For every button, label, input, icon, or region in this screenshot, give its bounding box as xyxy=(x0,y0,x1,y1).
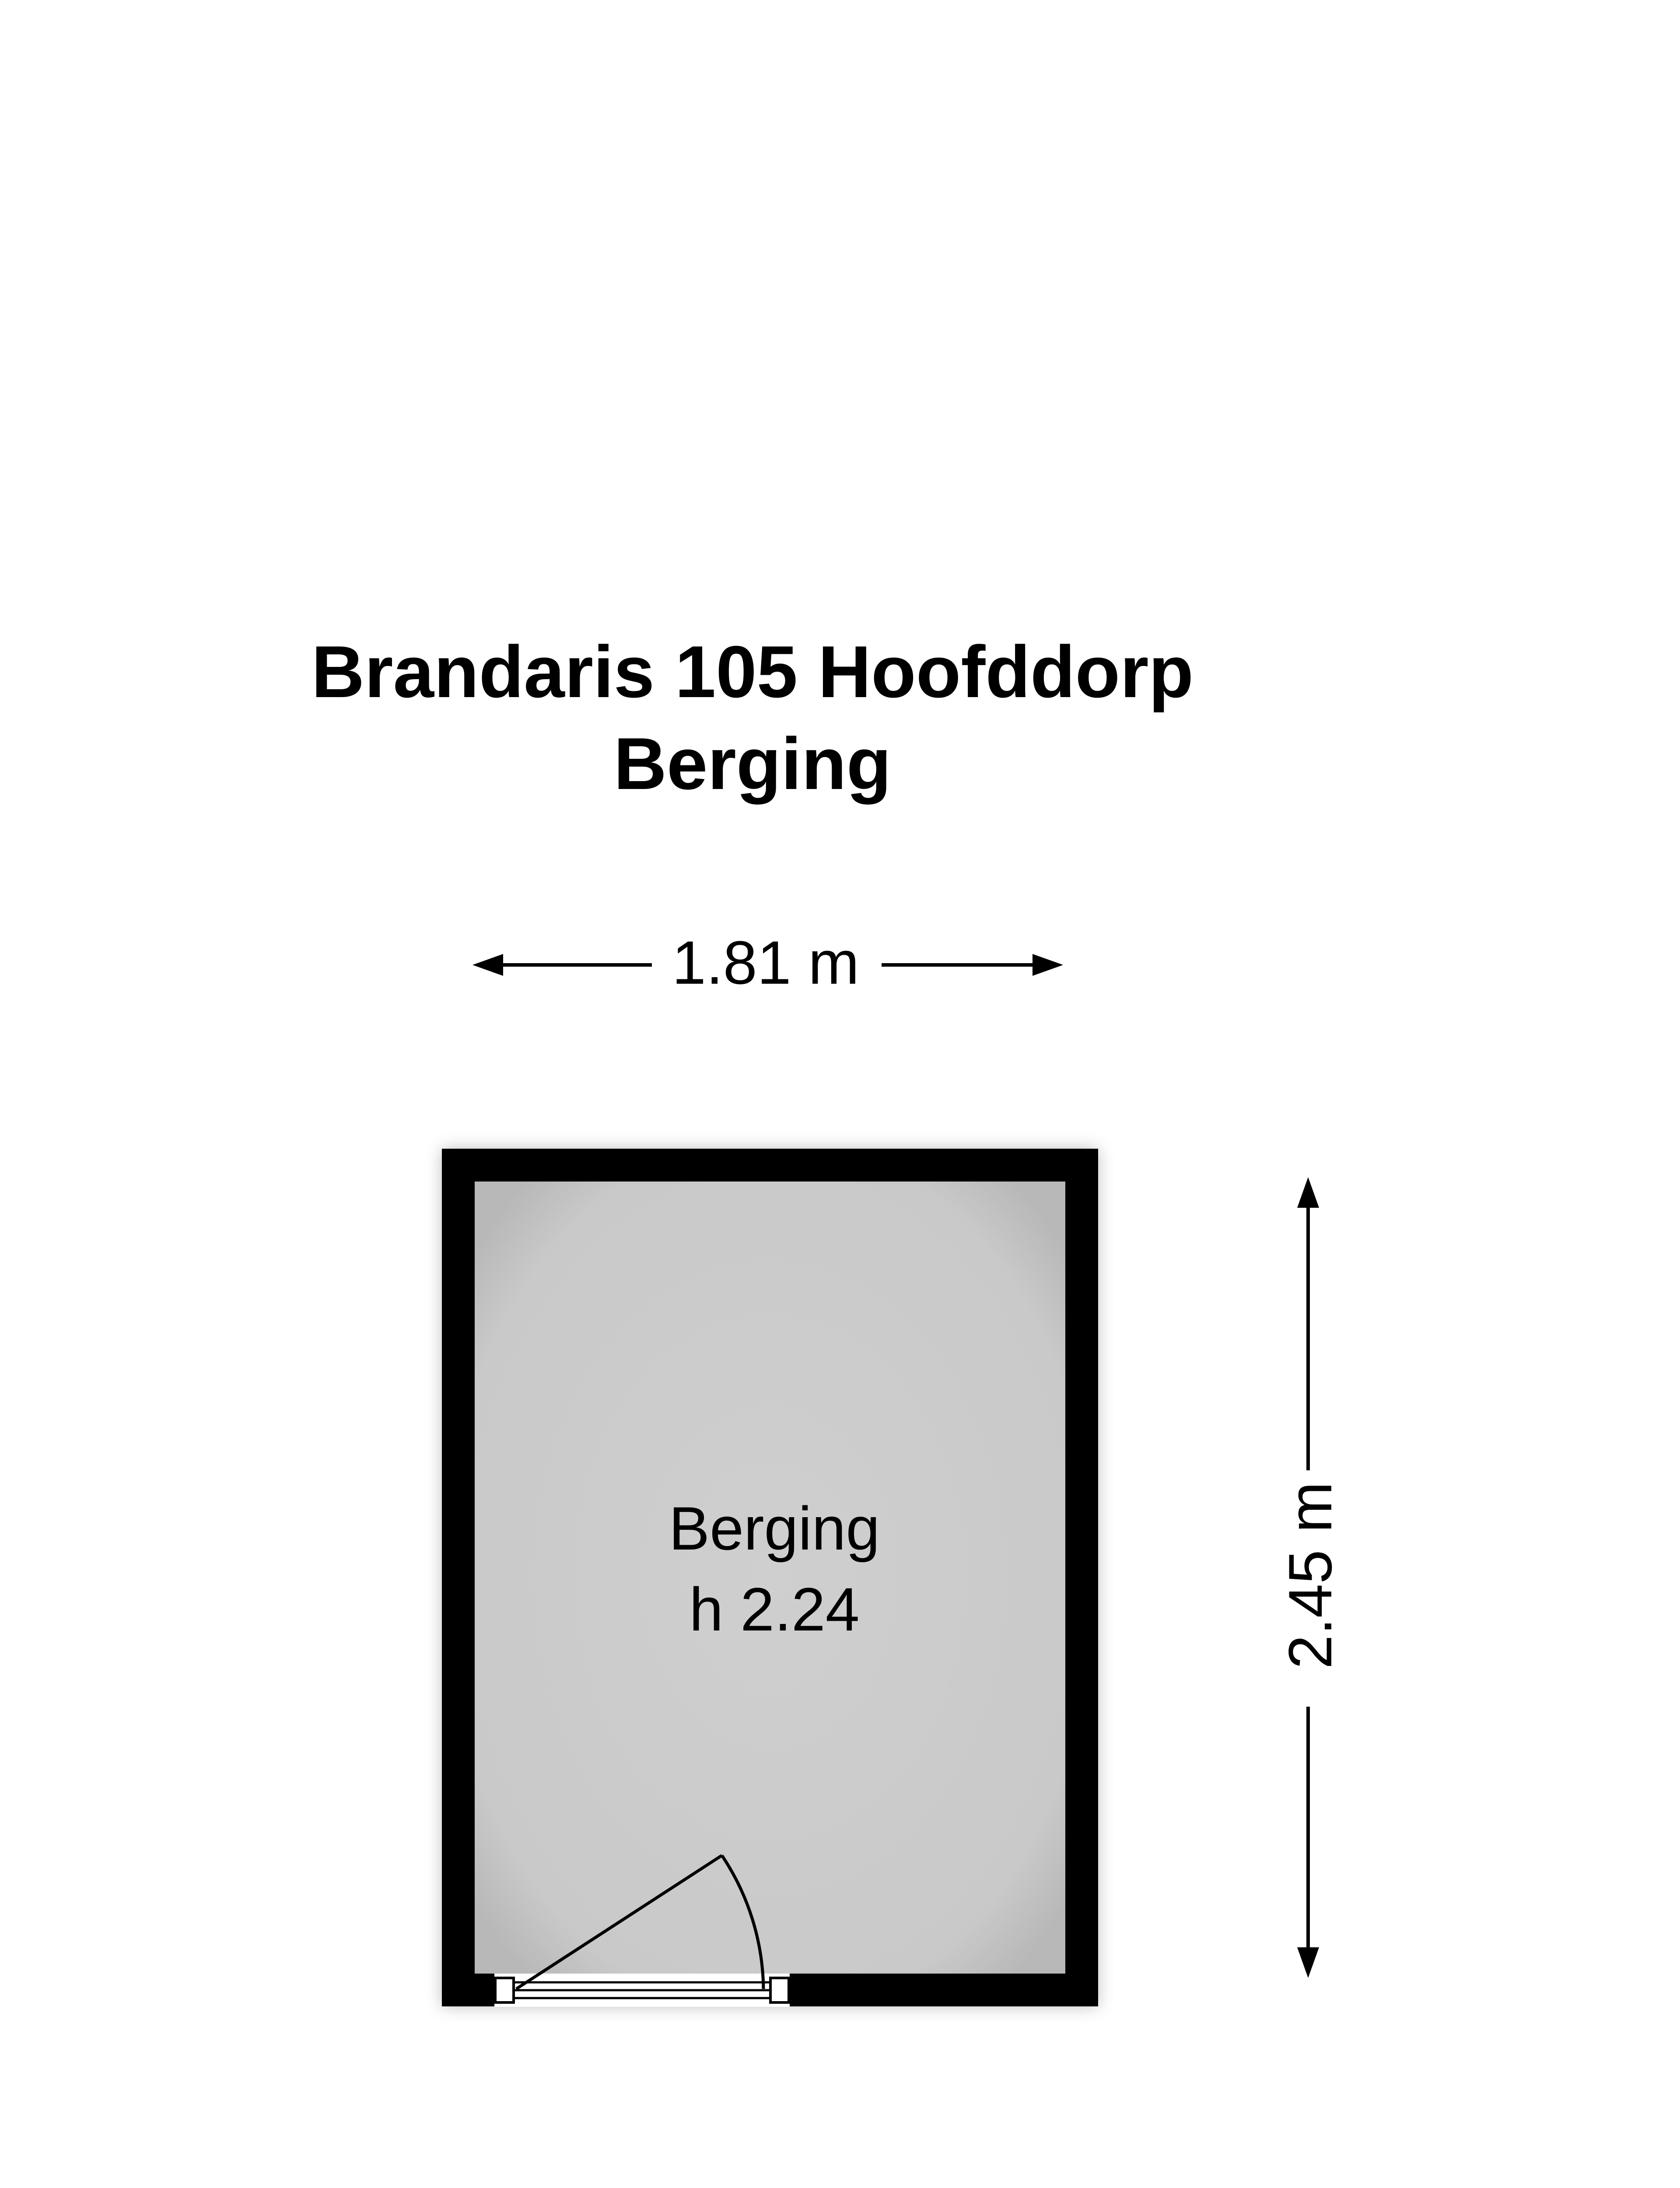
room-label xyxy=(556,1488,993,1650)
width-dimension-label: 1.81 m xyxy=(672,928,859,997)
room-ceiling-height: h 2.24 xyxy=(689,1575,860,1644)
height-dimension-label: 2.45 m xyxy=(1276,1482,1344,1669)
room-name: Berging xyxy=(668,1494,880,1563)
title-address: Brandaris 105 Hoofddorp xyxy=(311,631,1194,713)
title-floor-name: Berging xyxy=(613,722,892,805)
